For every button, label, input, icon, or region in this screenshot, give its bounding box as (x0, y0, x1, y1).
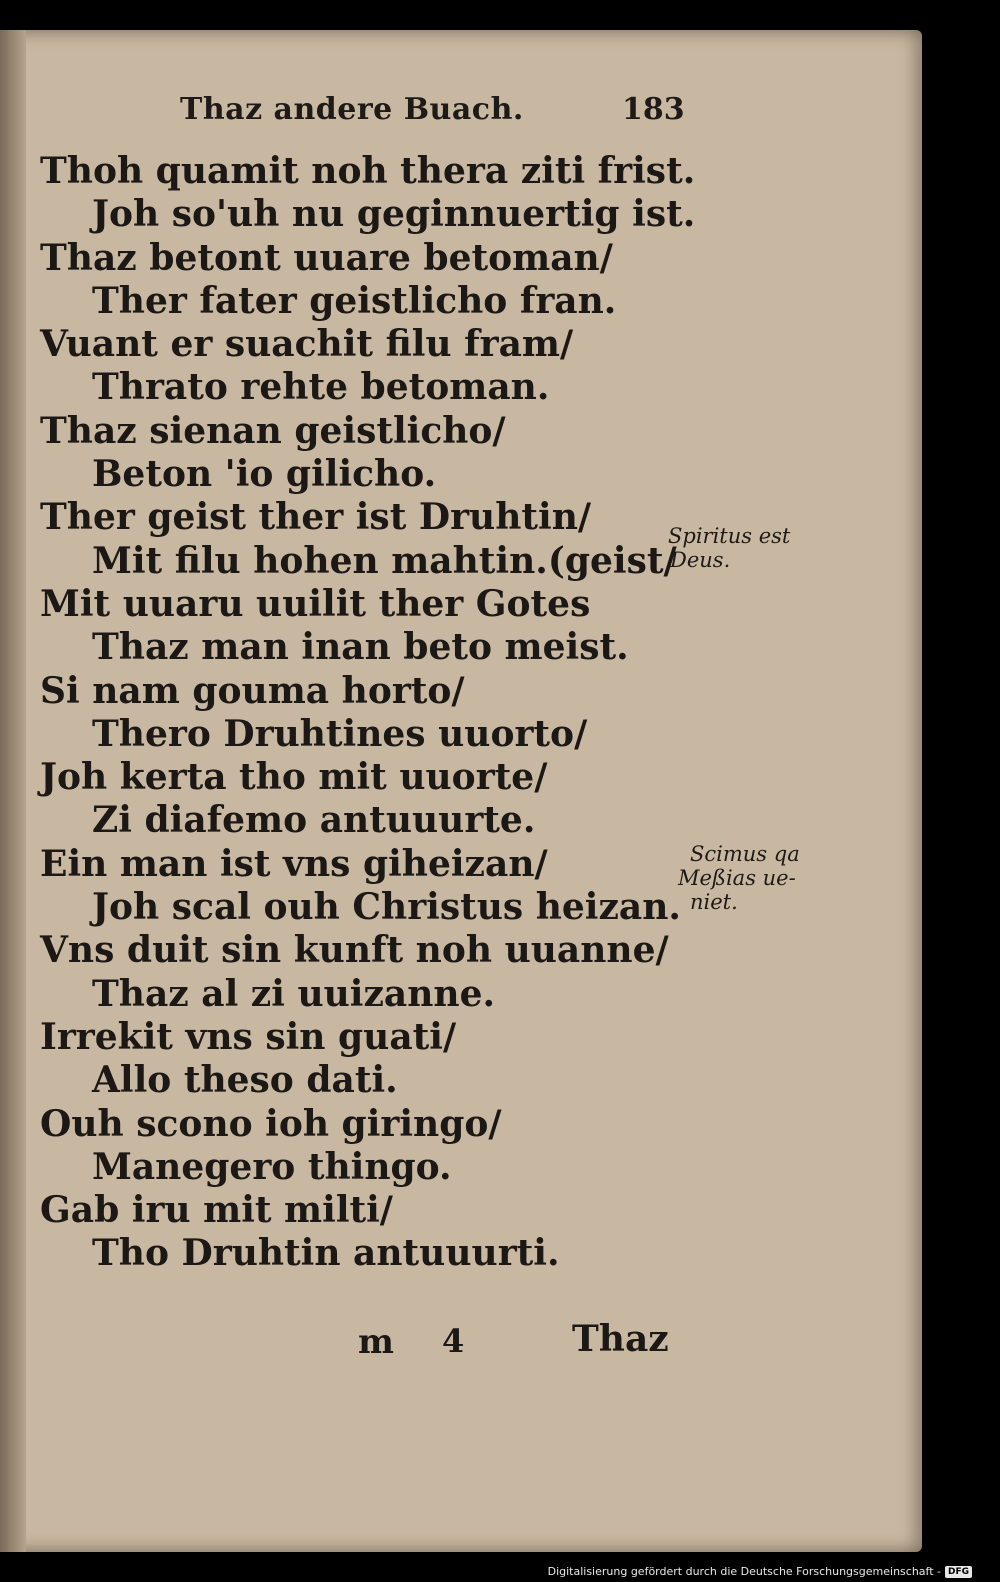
verse-line: Ther fater geistlicho fran. (92, 279, 617, 322)
marginal-note-spiritus (668, 524, 790, 572)
marginal-note-scimus (678, 842, 800, 914)
verse-line: Thoh quamit noh thera ziti frist. (40, 150, 696, 192)
verse-line: Thrato rehte betoman. (92, 366, 550, 409)
verse-line: Ther geist ther ist Druhtin/ (40, 496, 592, 539)
verse-line: Mit uuaru uuilit ther Gotes (40, 582, 591, 625)
signature-mark: m (358, 1322, 394, 1362)
marginal-note-line: Meßias ue- (678, 866, 796, 890)
verse-line: Manegero thingo. (92, 1145, 452, 1188)
verse-line: Thaz sienan geistlicho/ (40, 409, 506, 452)
verse-line: Ouh scono ioh giringo/ (40, 1102, 502, 1145)
verse-line: Thero Druhtines uuorto/ (92, 712, 588, 755)
marginal-note-line: niet. (690, 890, 738, 914)
verse-line: Gab iru mit milti/ (40, 1189, 393, 1232)
verse-line: Si nam gouma horto/ (40, 669, 465, 712)
verse-line: Beton 'io gilicho. (92, 453, 437, 496)
verse-text (40, 150, 696, 1276)
catchword: Thaz (572, 1318, 669, 1360)
book-page (0, 30, 922, 1552)
verse-line: Zi diafemo antuuurte. (92, 799, 536, 842)
marginal-note-line: Spiritus est (668, 524, 791, 548)
verse-line: Allo theso dati. (92, 1059, 398, 1102)
digitization-credit (548, 1565, 972, 1578)
marginal-note-line: Scimus qa (690, 842, 800, 866)
running-title: Thaz andere Buach. (180, 92, 524, 127)
page-number: 183 (622, 92, 685, 127)
verse-line: Vns duit sin kunft noh uuanne/ (40, 929, 669, 972)
verse-line: Tho Druhtin antuuurti. (92, 1232, 560, 1275)
verse-line: Irrekit vns sin guati/ (40, 1015, 457, 1058)
marginal-note-line: Deus. (670, 548, 731, 572)
dfg-logo: DFG (945, 1566, 972, 1578)
verse-line: Joh so'uh nu geginnuertig ist. (92, 193, 696, 236)
verse-line: Mit filu hohen mahtin.(geist/ (92, 539, 677, 582)
verse-line: Joh scal ouh Christus heizan. (92, 886, 681, 929)
verse-line: Thaz betont uuare betoman/ (40, 236, 613, 279)
credit-text: Digitalisierung gefördert durch die Deutsche Forschungsgemeinschaft - (547, 1565, 941, 1578)
verse-line: Thaz al zi uuizanne. (92, 972, 496, 1015)
verse-line: Vuant er suachit filu fram/ (40, 323, 574, 366)
verse-line: Thaz man inan beto meist. (92, 626, 629, 669)
signature-number: 4 (442, 1322, 465, 1360)
verse-line: Ein man ist vns giheizan/ (40, 842, 548, 885)
verse-line: Joh kerta tho mit uuorte/ (40, 756, 548, 799)
